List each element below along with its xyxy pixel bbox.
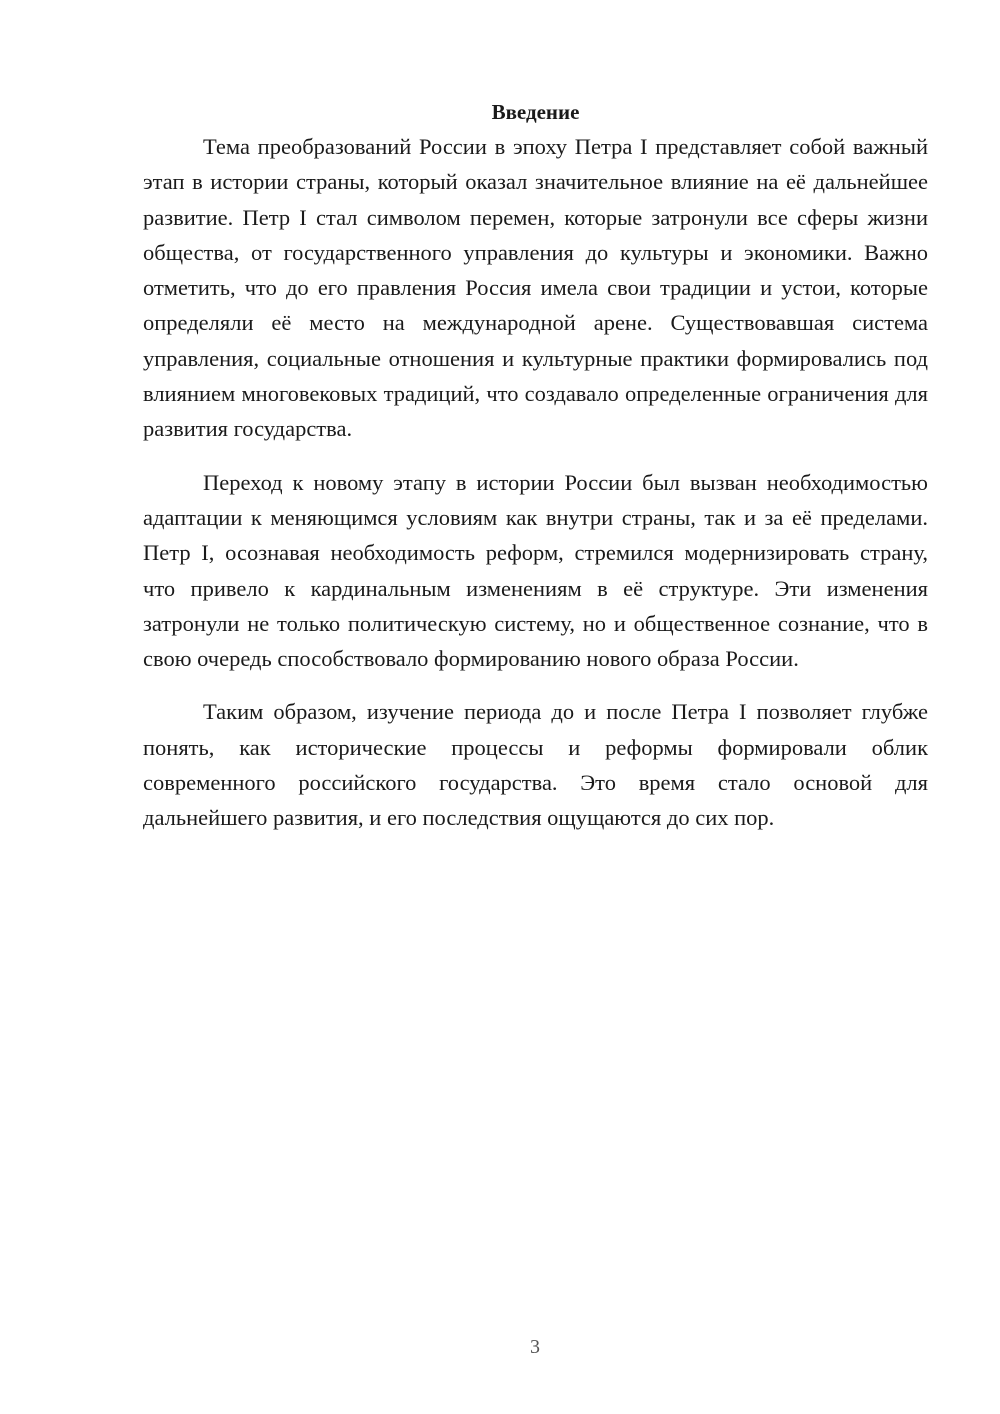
paragraph-2: Переход к новому этапу в истории России был вызван необходимостью адаптации к меняющимся условиям как внутри страны, так и за её пределами. Петр I, осознавая необходимость реформ, стремился модернизировать страну, что привело к кардинальным изменениям в её структуре. Эти изменения затронули не только политическую систему, но и общественное сознание, что в свою очередь способствовало формированию нового образа России. bbox=[143, 469, 928, 672]
page-number: 3 bbox=[530, 1336, 540, 1358]
paragraph-3: Таким образом, изучение периода до и после Петра I позволяет глубже понять, как исторические процессы и реформы формировали облик современного российского государства. Это время стало основой для дальнейшего развития, и его последствия ощущаются до сих пор. bbox=[143, 699, 928, 831]
paragraph-1: Тема преобразований России в эпоху Петра I представляет собой важный этап в истории страны, который оказал значительное влияние на её дальнейшее развитие. Петр I стал символом перемен, которые затронули все сферы жизни общества, от государственного управления до культуры и экономики. Важно отметить, что до его правления Россия имела свои традиции и устои, которые определяли её место на международной арене. Существовавшая система управления, социальные отношения и культурные практики формировались под влиянием многовековых традиций, что создавало определенные ограничения для развития государства. bbox=[143, 134, 928, 442]
section-title: Введение bbox=[491, 100, 580, 124]
document-body bbox=[143, 96, 928, 836]
